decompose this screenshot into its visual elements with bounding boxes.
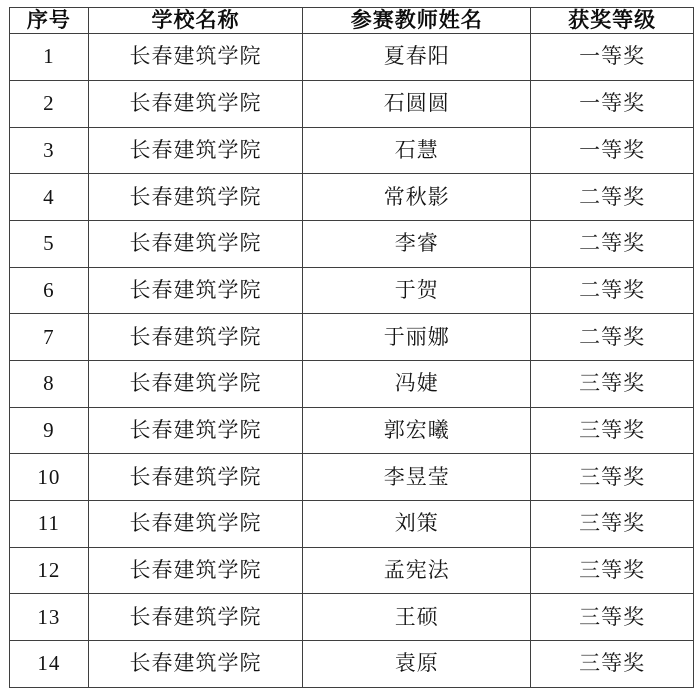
cell-no: 6 — [10, 267, 89, 314]
table-row — [10, 220, 694, 267]
cell-no: 14 — [10, 641, 89, 688]
cell-school: 长春建筑学院 — [88, 80, 303, 127]
cell-school: 长春建筑学院 — [88, 361, 303, 408]
cell-no: 1 — [10, 34, 89, 81]
cell-award: 一等奖 — [531, 34, 694, 81]
cell-school: 长春建筑学院 — [88, 127, 303, 174]
cell-school: 长春建筑学院 — [88, 454, 303, 501]
cell-teacher: 于贺 — [303, 267, 531, 314]
cell-teacher: 刘策 — [303, 501, 531, 548]
cell-no: 4 — [10, 174, 89, 221]
table-row — [10, 34, 694, 81]
cell-teacher: 夏春阳 — [303, 34, 531, 81]
header-cell-number: 序号 — [10, 8, 89, 34]
table-row — [10, 361, 694, 408]
cell-school: 长春建筑学院 — [88, 407, 303, 454]
cell-school: 长春建筑学院 — [88, 547, 303, 594]
cell-award: 三等奖 — [531, 361, 694, 408]
cell-award: 三等奖 — [531, 594, 694, 641]
cell-teacher: 常秋影 — [303, 174, 531, 221]
cell-award: 三等奖 — [531, 501, 694, 548]
cell-school: 长春建筑学院 — [88, 267, 303, 314]
table-row — [10, 594, 694, 641]
cell-no: 9 — [10, 407, 89, 454]
cell-no: 13 — [10, 594, 89, 641]
cell-award: 二等奖 — [531, 220, 694, 267]
table-row — [10, 641, 694, 688]
cell-award: 一等奖 — [531, 80, 694, 127]
cell-teacher: 于丽娜 — [303, 314, 531, 361]
table-header-row — [10, 8, 694, 34]
cell-award: 一等奖 — [531, 127, 694, 174]
cell-award: 二等奖 — [531, 267, 694, 314]
cell-no: 2 — [10, 80, 89, 127]
cell-school: 长春建筑学院 — [88, 220, 303, 267]
cell-teacher: 王硕 — [303, 594, 531, 641]
cell-award: 二等奖 — [531, 174, 694, 221]
cell-teacher: 李昱莹 — [303, 454, 531, 501]
cell-no: 7 — [10, 314, 89, 361]
cell-school: 长春建筑学院 — [88, 174, 303, 221]
cell-teacher: 郭宏曦 — [303, 407, 531, 454]
table-row — [10, 547, 694, 594]
cell-no: 8 — [10, 361, 89, 408]
cell-no: 10 — [10, 454, 89, 501]
header-cell-school: 学校名称 — [88, 8, 303, 34]
header-cell-teacher-name: 参赛教师姓名 — [303, 8, 531, 34]
cell-no: 5 — [10, 220, 89, 267]
cell-award: 三等奖 — [531, 641, 694, 688]
cell-school: 长春建筑学院 — [88, 34, 303, 81]
table-body — [10, 34, 694, 688]
award-results-table — [9, 7, 694, 688]
table-row — [10, 407, 694, 454]
cell-no: 12 — [10, 547, 89, 594]
cell-school: 长春建筑学院 — [88, 501, 303, 548]
cell-teacher: 石慧 — [303, 127, 531, 174]
cell-school: 长春建筑学院 — [88, 641, 303, 688]
cell-teacher: 石圆圆 — [303, 80, 531, 127]
header-cell-award-level: 获奖等级 — [531, 8, 694, 34]
cell-no: 11 — [10, 501, 89, 548]
cell-teacher: 袁原 — [303, 641, 531, 688]
cell-award: 二等奖 — [531, 314, 694, 361]
table-row — [10, 127, 694, 174]
cell-teacher: 冯婕 — [303, 361, 531, 408]
cell-school: 长春建筑学院 — [88, 594, 303, 641]
table-row — [10, 267, 694, 314]
cell-no: 3 — [10, 127, 89, 174]
table-row — [10, 454, 694, 501]
cell-school: 长春建筑学院 — [88, 314, 303, 361]
table-row — [10, 80, 694, 127]
table-row — [10, 501, 694, 548]
cell-award: 三等奖 — [531, 547, 694, 594]
cell-teacher: 孟宪法 — [303, 547, 531, 594]
table-row — [10, 174, 694, 221]
cell-teacher: 李睿 — [303, 220, 531, 267]
cell-award: 三等奖 — [531, 407, 694, 454]
cell-award: 三等奖 — [531, 454, 694, 501]
table-row — [10, 314, 694, 361]
